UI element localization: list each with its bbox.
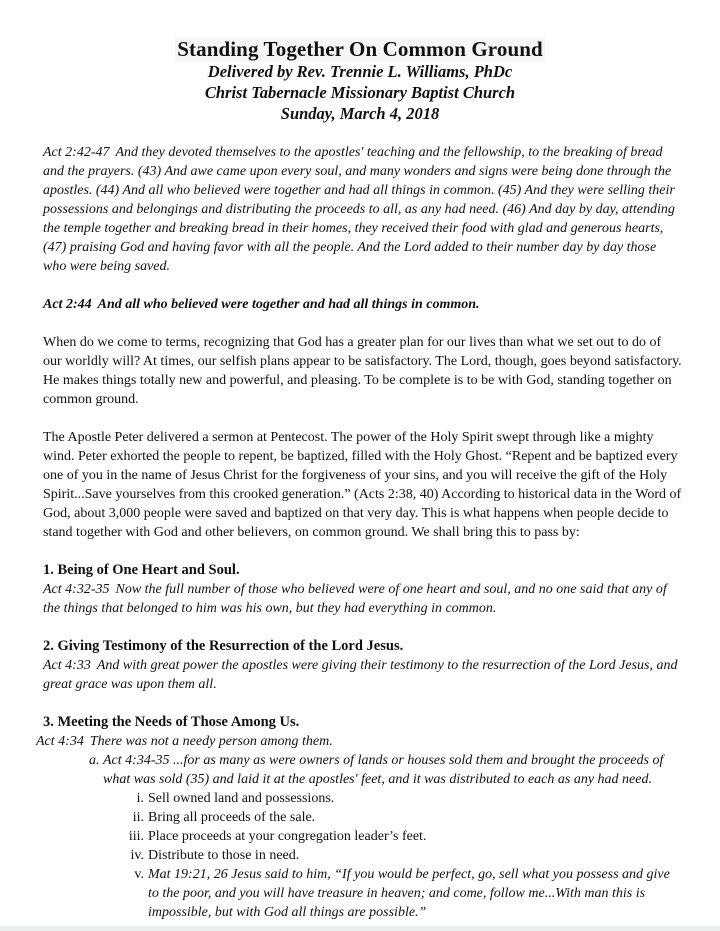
paragraph-intro: When do we come to terms, recognizing that God has a greater plan for our lives than what we set out to do of our worldly will? At times, our selfish plans appear to be satisfactory. The Lord, though, goes beyond satisfactory. He makes things totally new and powerful, and pleasing. To be complete is to be with God, standing together on common ground. bbox=[43, 335, 682, 407]
list-item-text: Distribute to those in need. bbox=[148, 848, 300, 863]
church-name: Christ Tabernacle Missionary Baptist Church bbox=[204, 83, 516, 102]
key-verse-text: And all who believed were together and had all things in common. bbox=[97, 297, 480, 312]
point-reference: Act 4:32-35 bbox=[43, 582, 110, 597]
list-marker: i. bbox=[136, 791, 144, 806]
list-marker: a. bbox=[89, 753, 100, 768]
sermon-date: Sunday, March 4, 2018 bbox=[280, 104, 440, 123]
list-item-roman bbox=[43, 789, 683, 808]
key-verse bbox=[43, 295, 683, 314]
list-marker: iii. bbox=[128, 829, 144, 844]
list-item-text: Place proceeds at your congregation leader’s feet. bbox=[148, 829, 427, 844]
paragraph-pentecost: The Apostle Peter delivered a sermon at Pentecost. The power of the Holy Spirit swept through like a mighty wind. Peter exhorted the people to repent, be baptized, filled with the Holy Ghost. “Repent and be baptized every one of you in the name of Jesus Christ for the forgiveness of your sins, and you will receive the gift of the Holy Spirit...Save yourselves from this crooked generation.” (Acts 2:38, 40) According to historical data in the Word of God, about 3,000 people were saved and baptized on that very day. This is what happens when people decide to stand together with God and other believers, on common ground. We shall bring this to pass by: bbox=[43, 430, 682, 540]
document-title: Standing Together On Common Ground bbox=[177, 37, 543, 61]
point-reference: Act 4:33 bbox=[43, 658, 91, 673]
list-item-roman bbox=[43, 846, 683, 865]
list-item-text: Act 4:34-35 ...for as many as were owners of lands or houses sold them and brought the proceeds of what was sold (35) and laid it at the apostles' feet, and it was distributed to each as any had need. bbox=[103, 753, 664, 787]
list-item-text: Sell owned land and possessions. bbox=[148, 791, 335, 806]
list-marker: v. bbox=[134, 867, 144, 882]
list-item-roman bbox=[43, 808, 683, 827]
list-item-roman bbox=[43, 827, 683, 846]
list-item-text: Bring all proceeds of the sale. bbox=[148, 810, 316, 825]
preacher-line: Delivered by Rev. Trennie L. Williams, PhDc bbox=[207, 62, 513, 81]
list-item-text: Mat 19:21, 26 Jesus said to him, “If you would be perfect, go, sell what you possess and give to the poor, and you will have treasure in heaven; and come, follow me...With man this is impossible, but with God all things are possible.” bbox=[148, 867, 670, 920]
point-text: There was not a needy person among them. bbox=[89, 734, 333, 749]
point-text: Now the full number of those who believed were of one heart and soul, and no one said that any of the things that belonged to him was his own, but they had everything in common. bbox=[43, 582, 667, 616]
point-text: And with great power the apostles were giving their testimony to the resurrection of the Lord Jesus, and great grace was upon them all. bbox=[43, 658, 678, 692]
list-marker: ii. bbox=[132, 810, 144, 825]
page-bottom-edge bbox=[0, 926, 720, 931]
point-heading: 3. Meeting the Needs of Those Among Us. bbox=[43, 714, 300, 730]
scripture-reference: Act 2:42-47 bbox=[43, 145, 110, 160]
point-reference: Act 4:34 bbox=[36, 734, 84, 749]
list-marker: iv. bbox=[130, 848, 144, 863]
key-verse-reference: Act 2:44 bbox=[43, 297, 92, 312]
point-scripture bbox=[43, 656, 683, 694]
list-item-a bbox=[43, 751, 683, 789]
scripture-passage bbox=[43, 143, 683, 276]
sermon-body bbox=[36, 143, 683, 922]
scripture-text: And they devoted themselves to the apostles' teaching and the fellowship, to the breaking of bread and the prayers. (43) And awe came upon every soul, and many wonders and signs were being done through the apostles. (44) And all who believed were together and had all things in common. (45) And they were selling their possessions and belongings and distributing the proceeds to all, as any had need. (46) And day by day, attending the temple together and breaking bread in their homes, they received their food with glad and generous hearts, (47) praising God and having favor with all the people. And the Lord added to their number day by day those who were being saved. bbox=[43, 145, 675, 274]
point-heading: 2. Giving Testimony of the Resurrection of the Lord Jesus. bbox=[43, 638, 404, 654]
list-item-roman bbox=[43, 865, 683, 922]
sermon-header bbox=[0, 37, 720, 124]
point-scripture bbox=[36, 732, 683, 751]
point-heading: 1. Being of One Heart and Soul. bbox=[43, 562, 240, 578]
point-scripture bbox=[43, 580, 683, 618]
